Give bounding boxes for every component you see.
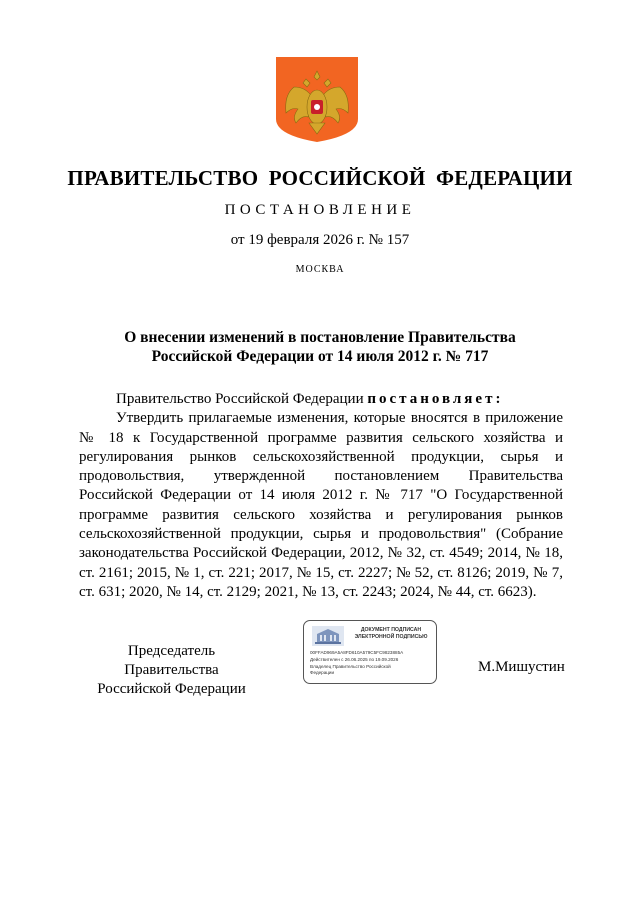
stamp-heading-line-1: ДОКУМЕНТ ПОДПИСАН xyxy=(360,627,422,633)
signatory-position xyxy=(79,642,264,699)
certificate-validity: Действителен с 26.06.2025 по 19.09.2026 xyxy=(310,657,399,662)
subject-line-2: Российской Федерации от 14 июля 2012 г. № 717 xyxy=(151,348,489,365)
position-line-1: Председатель Правительства xyxy=(124,643,219,678)
document-type: ПОСТАНОВЛЕНИЕ xyxy=(224,202,416,218)
position-line-2: Российской Федерации xyxy=(97,681,246,697)
stamp-heading-line-2: ЭЛЕКТРОННОЙ ПОДПИСЬЮ xyxy=(354,633,428,640)
document-city: МОСКВА xyxy=(295,264,345,275)
building-icon xyxy=(312,626,344,646)
certificate-number: 00FFAD969A5A8FD610A579C5FC9823885A xyxy=(310,650,404,655)
certificate-owner-line-2: Федерации xyxy=(310,670,335,675)
stamp-heading xyxy=(348,627,434,640)
certificate-owner-line-1: Владелец Правительство Российской xyxy=(310,664,391,669)
document-subject xyxy=(100,328,540,366)
intro-text: Правительство Российской Федерации xyxy=(116,391,364,407)
decree-word: постановляет: xyxy=(367,391,504,407)
document-date-number: от 19 февраля 2026 г. № 157 xyxy=(230,232,410,248)
signatory-name: М.Мишустин xyxy=(478,659,565,675)
issuer-title: ПРАВИТЕЛЬСТВО РОССИЙСКОЙ ФЕДЕРАЦИИ xyxy=(67,166,573,190)
russian-coat-of-arms-icon xyxy=(276,57,358,142)
intro-paragraph xyxy=(79,390,563,409)
electronic-signature-stamp xyxy=(303,620,437,684)
document-body xyxy=(79,390,563,602)
subject-line-1: О внесении изменений в постановление Правительства xyxy=(124,329,516,346)
main-paragraph: Утвердить прилагаемые изменения, которые вносятся в приложение № 18 к Государственной программе развития сельского хозяйства и регулирования рынков сельскохозяйственной продукции, сырья и продовольствия, утвержденной постановлением Правительства Российской Федерации от 14 июля 2012 г. № 717 "О Государственной программе развития сельского хозяйства и регулирования рынков сельскохозяйственной продукции, сырья и продовольствия" (Собрание законодательства Российской Федерации, 2012, № 32, ст. 4549; 2014, № 18, ст. 2161; 2015, № 1, ст. 221; 2017, № 15, ст. 2227; № 52, ст. 8126; 2019, № 7, ст. 631; 2020, № 14, ст. 2129; 2021, № 13, ст. 2243; 2024, № 44, ст. 6623). xyxy=(79,410,563,600)
